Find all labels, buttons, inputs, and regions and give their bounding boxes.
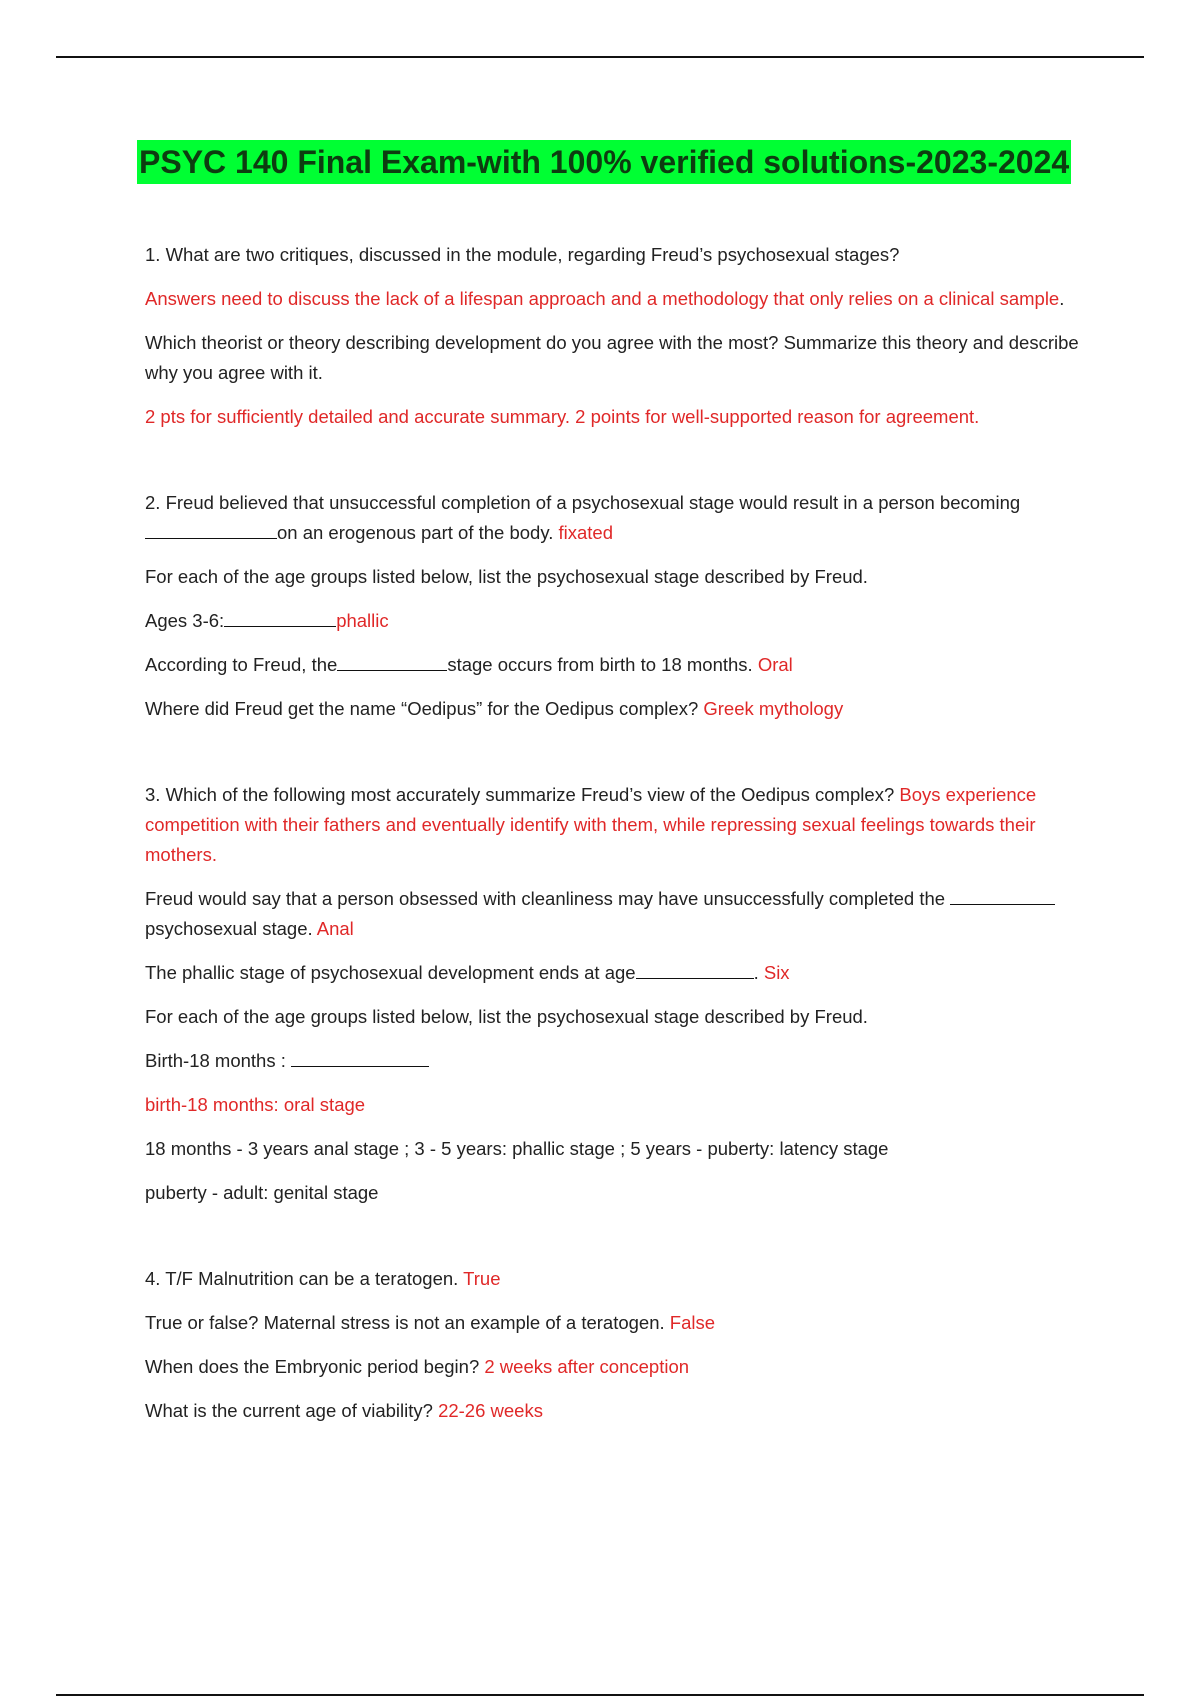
- q4-line3-answer: 2 weeks after conception: [484, 1356, 690, 1377]
- q2-line5-answer: Greek mythology: [703, 698, 844, 719]
- fill-blank: [337, 650, 447, 671]
- document-body: [145, 240, 1085, 1440]
- q4-line1: [145, 1264, 1085, 1294]
- q2-line3-answer: phallic: [336, 610, 389, 631]
- q3-line3: [145, 958, 1085, 988]
- q2-line4-answer: Oral: [757, 654, 793, 675]
- q2-line4-post: stage occurs from birth to 18 months.: [447, 654, 753, 675]
- q4-line4: [145, 1396, 1085, 1426]
- q2-line4-pre: According to Freud, the: [145, 654, 338, 675]
- q2-line1-answer: fixated: [558, 522, 613, 543]
- q4-line3: [145, 1352, 1085, 1382]
- q3-line6-answer: birth-18 months: oral stage: [145, 1094, 366, 1115]
- q1-question: 1. What are two critiques, discussed in the module, regarding Freud’s psychosexual stages?: [145, 244, 900, 265]
- q3-line8: puberty - adult: genital stage: [145, 1182, 379, 1203]
- q2-line2: For each of the age groups listed below, list the psychosexual stage described by Freud.: [145, 566, 868, 587]
- q4-line2-answer: False: [669, 1312, 716, 1333]
- top-rule: [56, 56, 1144, 58]
- q3-line5: [145, 1046, 1085, 1076]
- q4-line4-text: What is the current age of viability?: [145, 1400, 433, 1421]
- q3-line1: [145, 780, 1085, 870]
- q2-line3-pre: Ages 3-6:: [145, 610, 225, 631]
- q3-line3-post: .: [753, 962, 759, 983]
- q4-line2-text: True or false? Maternal stress is not an example of a teratogen.: [145, 1312, 665, 1333]
- q4-line1-answer: True: [463, 1268, 501, 1289]
- spacer: [145, 738, 1085, 780]
- q3-line7: 18 months - 3 years anal stage ; 3 - 5 years: phallic stage ; 5 years - puberty: latency stage: [145, 1138, 889, 1159]
- q3-line1-text: 3. Which of the following most accurately summarize Freud’s view of the Oedipus complex?: [145, 784, 895, 805]
- q3-line4: For each of the age groups listed below, list the psychosexual stage described by Freud.: [145, 1006, 868, 1027]
- q4-line4-answer: 22-26 weeks: [438, 1400, 543, 1421]
- q3-line1-answer: Boys experience competition with their fathers and eventually identify with them, while repressing sexual feelings towards their mothers.: [145, 784, 1037, 865]
- document-title: PSYC 140 Final Exam-with 100% verified solutions-2023-2024: [137, 140, 1071, 184]
- fill-blank: [145, 518, 277, 539]
- q1-question2: Which theorist or theory describing development do you agree with the most? Summarize this theory and describe why you agree with it.: [145, 332, 1079, 383]
- q2-line5-text: Where did Freud get the name “Oedipus” for the Oedipus complex?: [145, 698, 699, 719]
- q1-answer2: 2 pts for sufficiently detailed and accurate summary. 2 points for well-supported reason for agreement.: [145, 406, 980, 427]
- q2-line1: [145, 488, 1085, 548]
- fill-blank: [291, 1046, 429, 1067]
- spacer: [145, 446, 1085, 488]
- q4-line1-text: 4. T/F Malnutrition can be a teratogen.: [145, 1268, 459, 1289]
- q3-line2-answer: Anal: [316, 918, 354, 939]
- q3-line2-post: psychosexual stage.: [145, 918, 313, 939]
- q1-answer-para: [145, 284, 1085, 314]
- q2-line4: [145, 650, 1085, 680]
- q1-answer-end: .: [1059, 288, 1065, 309]
- fill-blank: [224, 606, 336, 627]
- fill-blank: [636, 958, 754, 979]
- bottom-rule: [56, 1694, 1144, 1696]
- q3-line3-pre: The phallic stage of psychosexual development ends at age: [145, 962, 636, 983]
- q1-answer: Answers need to discuss the lack of a lifespan approach and a methodology that only relies on a clinical sample: [145, 288, 1060, 309]
- q4-line3-text: When does the Embryonic period begin?: [145, 1356, 480, 1377]
- title-wrap: [137, 140, 1097, 184]
- spacer: [145, 1222, 1085, 1264]
- q3-line2-pre: Freud would say that a person obsessed with cleanliness may have unsuccessfully completed the: [145, 888, 946, 909]
- q4-line2: [145, 1308, 1085, 1338]
- q2-line1-pre: 2. Freud believed that unsuccessful completion of a psychosexual stage would result in a person becoming: [145, 492, 1021, 513]
- q2-line3: [145, 606, 1085, 636]
- q2-line1-post: on an erogenous part of the body.: [277, 522, 554, 543]
- q3-line5-text: Birth-18 months :: [145, 1050, 286, 1071]
- q2-line5: [145, 694, 1085, 724]
- q3-line2: [145, 884, 1085, 944]
- fill-blank: [950, 884, 1055, 905]
- q3-line3-answer: Six: [763, 962, 790, 983]
